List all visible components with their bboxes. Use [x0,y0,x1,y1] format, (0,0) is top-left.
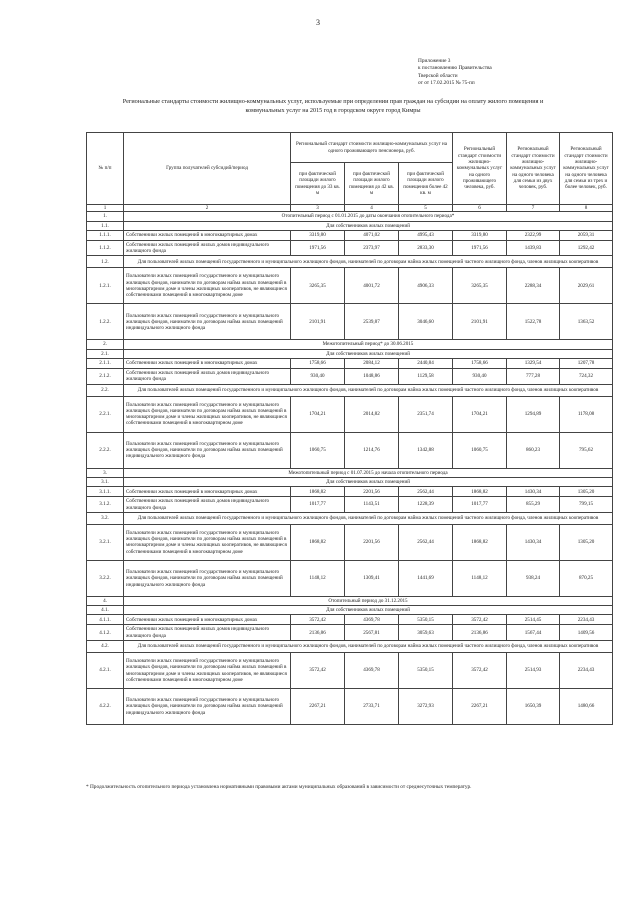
row-value: 1178,08 [560,396,613,432]
row-value: 1305,20 [560,524,613,560]
row-value: 2562,44 [399,524,453,560]
header-num: № п/п [87,133,124,205]
row-number: 2.1.2. [87,369,124,385]
row-number: 2.2.1. [87,396,124,432]
table-row [87,524,613,560]
row-name: Пользователи жилых помещений государственного и муниципального жилищных фондов, наниматели по договорам найма жилых помещений в многоквартирном доме и члены жилищных кооперативов, не являющиеся собственниками помещений в многоквартирном доме [124,653,291,689]
header-sub2: при фактической площади жилого помещения до 42 кв. м [345,163,399,205]
row-value: 1129,58 [399,369,453,385]
row-number: 3.2.1. [87,524,124,560]
row-number: 1.1.2. [87,240,124,256]
row-name: Пользователи жилых помещений государственного и муниципального жилищных фондов, наниматели по договорам найма жилых помещений индивидуального жилищного фонда [124,432,291,468]
row-value: 2267,21 [291,689,345,725]
row-heading: Отопительный период до 31.12.2015 [124,596,613,605]
row-value: 2322,99 [507,230,560,240]
row-heading: Для пользователей жилых помещений государственного и муниципального жилищного фондов, нанимателей по договорам найма жилых помещений частного жилищного фонда, членов жилищных кооперативов [124,641,613,653]
row-name: Пользователи жилых помещений государственного и муниципального жилищных фондов, наниматели по договорам найма жилых помещений в многоквартирном доме и члены жилищных кооперативов, не являющиеся собственниками помещений в многоквартирном доме [124,268,291,304]
row-value: 2201,56 [345,487,399,497]
page-number: 3 [316,18,320,27]
header-group: Группа получателей субсидий/период [124,133,291,205]
row-value: 5350,15 [399,653,453,689]
row-number: 1.2.1. [87,268,124,304]
row-value: 1430,34 [507,524,560,560]
table-row [87,653,613,689]
header-sub1: при фактической площади жилого помещения до 33 кв. м [291,163,345,205]
row-value: 1292,42 [560,240,613,256]
row-number: 4.2. [87,641,124,653]
row-number: 4.2.2. [87,689,124,725]
row-name: Собственники жилых помещений жилых домов индивидуального жилищного фонда [124,369,291,385]
row-value: 2201,56 [345,524,399,560]
header-row [87,133,613,163]
row-value: 1207,78 [560,359,613,369]
row-value: 1329,54 [507,359,560,369]
row-number: 2.1.1. [87,359,124,369]
row-number: 3. [87,468,124,477]
header-col8: Региональный стандарт стоимости жилищно-коммунальных услуг на одного человека для семьи из трех и более человек, руб. [560,133,613,205]
row-number: 2.2.2. [87,432,124,468]
table-row [87,304,613,340]
appendix-note [418,58,598,87]
table-row [87,268,613,304]
row-number: 3.1. [87,477,124,486]
appendix-line: к постановлению Правительства [418,65,492,72]
row-number: 3.2. [87,512,124,524]
row-value: 855,29 [507,497,560,513]
row-number: 4.1.1. [87,615,124,625]
document-title: Региональные стандарты стоимости жилищно-коммунальных услуг, используемые при определении прав граждан на субсидии на оплату жилого помещения и коммунальных услуг на 2015 год в городском округе город Кимры [122,98,544,114]
row-value: 1017,77 [291,497,345,513]
row-number: 3.1.1. [87,487,124,497]
row-number: 1.2.2. [87,304,124,340]
row-number: 4.1.2. [87,625,124,641]
row-number: 2. [87,340,124,349]
section-row [87,596,613,605]
row-value: 2833,30 [399,240,453,256]
row-number: 3.1.2. [87,497,124,513]
row-heading: Отопительный период с 01.01.2015 до даты окончания отопительного периода* [124,212,613,221]
row-name: Собственники жилых помещений в многоквартирных домах [124,615,291,625]
row-value: 2562,44 [399,487,453,497]
table-row [87,625,613,641]
row-value: 930,40 [291,369,345,385]
row-value: 724,32 [560,369,613,385]
row-heading: Для собственников жилых помещений [124,477,613,486]
row-number: 1.2. [87,256,124,268]
column-index: 2 [124,205,291,212]
column-index: 1 [87,205,124,212]
row-name: Собственники жилых помещений в многоквартирных домах [124,359,291,369]
table-row [87,432,613,468]
row-value: 1409,56 [560,625,613,641]
row-value: 2539,87 [345,304,399,340]
row-value: 3572,42 [453,615,507,625]
row-value: 1143,51 [345,497,399,513]
row-name: Собственники жилых помещений жилых домов индивидуального жилищного фонда [124,497,291,513]
row-value: 799,15 [560,497,613,513]
row-value: 1363,52 [560,304,613,340]
header-sub3: при фактической площади жилого помещения более 42 кв. м [399,163,453,205]
row-value: 2267,21 [453,689,507,725]
row-name: Собственники жилых помещений жилых домов индивидуального жилищного фонда [124,240,291,256]
row-number: 4.2.1. [87,653,124,689]
row-value: 2136,86 [453,625,507,641]
row-value: 3572,42 [291,653,345,689]
row-value: 2101,91 [453,304,507,340]
row-value: 1971,56 [291,240,345,256]
table-row [87,369,613,385]
row-value: 1048,86 [345,369,399,385]
row-number: 4. [87,596,124,605]
row-heading: Межотопительный период* до 30.06.2015 [124,340,613,349]
row-heading: Для собственников жилых помещений [124,606,613,615]
row-name: Пользователи жилых помещений государственного и муниципального жилищных фондов, наниматели по договорам найма жилых помещений в многоквартирном доме и члены жилищных кооперативов, не являющиеся собственниками помещений в многоквартирном доме [124,396,291,432]
row-value: 1758,66 [453,359,507,369]
row-value: 4001,72 [345,268,399,304]
row-heading: Для пользователей жилых помещений государственного и муниципального жилищного фондов, нанимателей по договорам найма жилых помещений частного жилищного фонда, членов жилищных кооперативов [124,384,613,396]
row-value: 777,28 [507,369,560,385]
row-value: 1868,82 [453,487,507,497]
header-std-group: Региональный стандарт стоимости жилищно-коммунальных услуг на одного проживающего пенсионера, руб. [291,133,453,163]
row-value: 2288,34 [507,268,560,304]
subsection-row [87,384,613,396]
subsection-row [87,641,613,653]
row-value: 1430,34 [507,487,560,497]
row-value: 3272,93 [399,689,453,725]
row-value: 3059,63 [399,625,453,641]
subsection-row [87,349,613,358]
row-value: 1704,21 [291,396,345,432]
row-name: Собственники жилых помещений жилых домов индивидуального жилищного фонда [124,625,291,641]
row-value: 860,23 [507,432,560,468]
row-value: 1650,39 [507,689,560,725]
row-name: Собственники жилых помещений в многоквартирных домах [124,487,291,497]
appendix-line: Тверской области [418,72,458,79]
row-value: 938,24 [507,560,560,596]
row-value: 3319,80 [291,230,345,240]
row-heading: Для пользователей жилых помещений государственного и муниципального жилищного фондов, нанимателей по договорам найма жилых помещений частного жилищного фонда, членов жилищных кооперативов [124,512,613,524]
row-number: 2.1. [87,349,124,358]
row-value: 2014,82 [345,396,399,432]
row-value: 2136,86 [291,625,345,641]
subsection-row [87,477,613,486]
column-index: 7 [507,205,560,212]
row-name: Пользователи жилых помещений государственного и муниципального жилищных фондов, наниматели по договорам найма жилых помещений индивидуального жилищного фонда [124,304,291,340]
header-col6: Региональный стандарт стоимости жилищно-коммунальных услуг на одного проживающего человека, руб. [453,133,507,205]
row-heading: Межотопительный период с 01.07.2015 до начала отопительного периода [124,468,613,477]
section-row [87,468,613,477]
row-value: 1971,56 [453,240,507,256]
row-value: 4995,43 [399,230,453,240]
column-index-row [87,205,613,212]
subsection-row [87,512,613,524]
row-name: Пользователи жилых помещений государственного и муниципального жилищных фондов, наниматели по договорам найма жилых помещений в многоквартирном доме и члены жилищных кооперативов, не являющиеся собственниками помещений в многоквартирном доме [124,524,291,560]
footnote: * Продолжительность отопительного периода установлена нормативными правовыми актами муниципальных образований в зависимости от среднесуточных температур. [86,784,472,790]
row-value: 1567,44 [507,625,560,641]
row-value: 4071,02 [345,230,399,240]
row-number: 1.1.1. [87,230,124,240]
row-number: 1.1. [87,221,124,230]
row-value: 1441,69 [399,560,453,596]
row-value: 1294,89 [507,396,560,432]
row-value: 2373,97 [345,240,399,256]
column-index: 3 [291,205,345,212]
row-heading: Для пользователей жилых помещений государственного и муниципального жилищного фондов, нанимателей по договорам найма жилых помещений частного жилищного фонда, членов жилищных кооперативов [124,256,613,268]
row-value: 1522,78 [507,304,560,340]
header-col7: Региональный стандарт стоимости жилищно-коммунальных услуг на одного человека для семьи из двух человек, руб. [507,133,560,205]
row-value: 1704,21 [453,396,507,432]
appendix-line: Приложение 3 [418,58,451,64]
row-value: 1342,88 [399,432,453,468]
subsection-row [87,606,613,615]
column-index: 6 [453,205,507,212]
row-value: 795,62 [560,432,613,468]
row-value: 1758,66 [291,359,345,369]
table-row [87,396,613,432]
row-number: 3.2.2. [87,560,124,596]
column-index: 8 [560,205,613,212]
row-value: 2514,93 [507,653,560,689]
row-number: 2.2. [87,384,124,396]
row-value: 1148,12 [291,560,345,596]
row-value: 2084,12 [345,359,399,369]
subsection-row [87,256,613,268]
column-index: 4 [345,205,399,212]
row-value: 5350,15 [399,615,453,625]
row-value: 1060,75 [453,432,507,468]
row-value: 2567,81 [345,625,399,641]
row-value: 1148,12 [453,560,507,596]
row-value: 1439,83 [507,240,560,256]
row-value: 4369,78 [345,653,399,689]
row-value: 4369,78 [345,615,399,625]
table-row [87,359,613,369]
table-row [87,230,613,240]
row-value: 1017,77 [453,497,507,513]
table-row [87,240,613,256]
row-value: 2351,74 [399,396,453,432]
appendix-line: от от 17.02.2015 № 75-пп [418,79,475,86]
row-value: 930,40 [453,369,507,385]
row-value: 2733,71 [345,689,399,725]
row-value: 3319,80 [453,230,507,240]
row-value: 2234,43 [560,653,613,689]
table-row [87,560,613,596]
row-value: 870,25 [560,560,613,596]
row-value: 1228,39 [399,497,453,513]
row-value: 2234,43 [560,615,613,625]
table-row [87,497,613,513]
row-value: 1868,82 [291,524,345,560]
row-value: 3572,42 [453,653,507,689]
row-value: 2059,31 [560,230,613,240]
row-name: Собственники жилых помещений в многоквартирных домах [124,230,291,240]
row-name: Пользователи жилых помещений государственного и муниципального жилищных фондов, наниматели по договорам найма жилых помещений индивидуального жилищного фонда [124,560,291,596]
row-name: Пользователи жилых помещений государственного и муниципального жилищных фондов, наниматели по договорам найма жилых помещений индивидуального жилищного фонда [124,689,291,725]
table-row [87,615,613,625]
table-row [87,487,613,497]
row-number: 1. [87,212,124,221]
section-row [87,212,613,221]
section-row [87,340,613,349]
row-value: 1480,66 [560,689,613,725]
row-heading: Для собственников жилых помещений [124,349,613,358]
subsection-row [87,221,613,230]
row-number: 4.1. [87,606,124,615]
row-value: 2101,91 [291,304,345,340]
row-value: 3572,42 [291,615,345,625]
row-value: 1214,76 [345,432,399,468]
row-value: 2029,61 [560,268,613,304]
row-value: 1868,82 [453,524,507,560]
row-value: 2440,84 [399,359,453,369]
row-value: 1868,82 [291,487,345,497]
standards-table [86,132,613,725]
column-index: 5 [399,205,453,212]
row-value: 1305,20 [560,487,613,497]
table-row [87,689,613,725]
row-value: 3046,60 [399,304,453,340]
row-value: 1309,41 [345,560,399,596]
row-value: 1060,75 [291,432,345,468]
row-value: 4906,33 [399,268,453,304]
row-value: 3265,35 [291,268,345,304]
row-value: 3265,35 [453,268,507,304]
row-value: 2514,45 [507,615,560,625]
row-heading: Для собственников жилых помещений [124,221,613,230]
